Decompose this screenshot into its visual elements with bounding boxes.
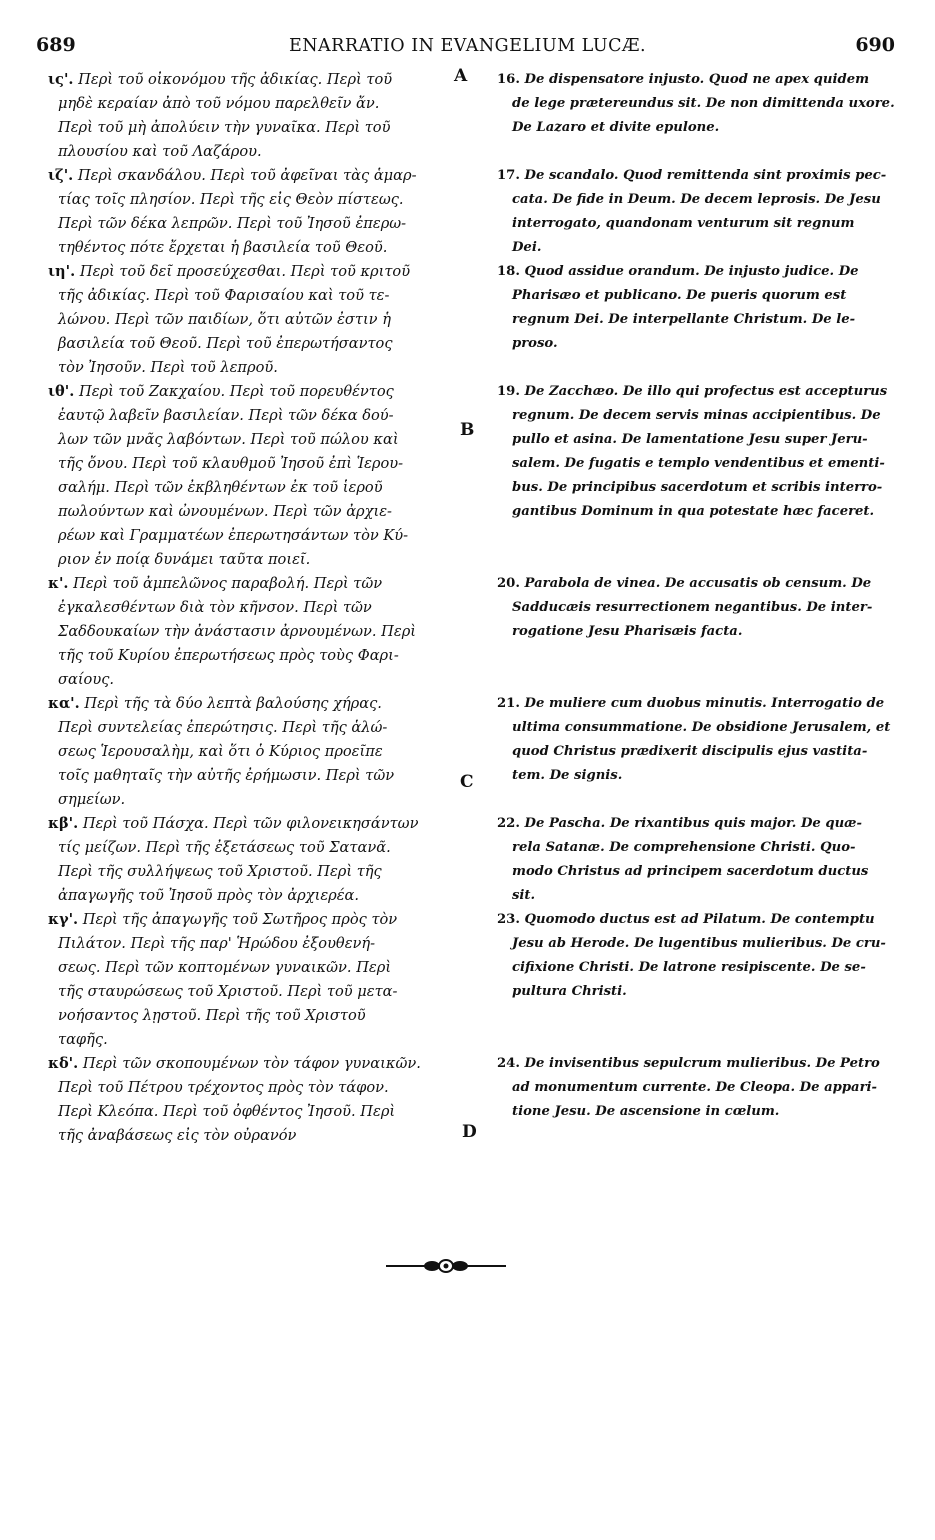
latin-line: bus. De principibus sacerdotum et scribis interro- xyxy=(512,480,883,495)
latin-line: De Lazaro et divite epulone. xyxy=(512,120,720,135)
latin-line: interrogato, quandonam venturum sit regnum xyxy=(512,216,855,231)
latin-line: pullo et asina. De lamentatione Jesu super Jeru- xyxy=(512,432,868,447)
greek-line: Περὶ συντελείας ἐπερώτησις. Περὶ τῆς ἁλώ- xyxy=(58,719,388,736)
greek-line: σεως Ἱερουσαλὴμ, καὶ ὅτι ὁ Κύριος προεῖπε xyxy=(58,743,383,760)
greek-line: πωλούντων καὶ ὠνουμένων. Περὶ τῶν ἀρχιε- xyxy=(58,503,392,520)
greek-line: τῆς ὄνου. Περὶ τοῦ κλαυθμοῦ Ἰησοῦ ἐπὶ Ἱερου- xyxy=(58,455,404,472)
latin-line: modo Christus ad principem sacerdotum ductus xyxy=(512,864,869,879)
greek-line: τηθέντος πότε ἔρχεται ἡ βασιλεία τοῦ Θεοῦ. xyxy=(58,239,388,256)
latin-line: pultura Christi. xyxy=(512,984,627,999)
greek-line: λώνου. Περὶ τῶν παιδίων, ὅτι αὐτῶν ἐστιν ἡ xyxy=(58,311,391,328)
greek-line: τίς μείζων. Περὶ τῆς ἐξετάσεως τοῦ Σατανᾶ. xyxy=(58,839,391,856)
greek-line: σαλήμ. Περὶ τῶν ἐκβληθέντων ἐκ τοῦ ἱεροῦ xyxy=(58,479,383,496)
greek-line: τὸν Ἰησοῦν. Περὶ τοῦ λεπροῦ. xyxy=(58,359,278,376)
latin-line: 17. De scandalo. Quod remittenda sint proximis pec- xyxy=(497,168,887,183)
latin-line: regnum. De decem servis minas accipientibus. De xyxy=(512,408,881,423)
latin-line: cata. De fide in Deum. De decem leprosis. De Jesu xyxy=(512,192,881,207)
greek-line: τίας τοῖς πλησίον. Περὶ τῆς εἰς Θεὸν πίστεως. xyxy=(58,191,404,208)
greek-line: τοῖς μαθηταῖς τὴν αὐτῆς ἐρήμωσιν. Περὶ τῶν xyxy=(58,767,395,784)
greek-line: τῆς τοῦ Κυρίου ἐπερωτήσεως πρὸς τοὺς Φαρι- xyxy=(58,647,399,664)
page-number-right: 690 xyxy=(855,34,895,56)
greek-line: Περὶ τῆς συλλήψεως τοῦ Χριστοῦ. Περὶ τῆς xyxy=(58,863,382,880)
greek-line: ις'. Περὶ τοῦ οἰκονόμου τῆς ἀδικίας. Περὶ τοῦ xyxy=(48,71,393,88)
greek-line: ἀπαγωγῆς τοῦ Ἰησοῦ πρὸς τὸν ἀρχιερέα. xyxy=(58,887,360,904)
latin-line: proso. xyxy=(512,336,558,351)
greek-line: ριον ἐν ποίᾳ δυνάμει ταῦτα ποιεῖ. xyxy=(58,551,311,568)
greek-line: κγ'. Περὶ τῆς ἀπαγωγῆς τοῦ Σωτῆρος πρὸς τὸν xyxy=(48,911,398,928)
greek-line: τῆς σταυρώσεως τοῦ Χριστοῦ. Περὶ τοῦ μετα- xyxy=(58,983,398,1000)
greek-line: τῆς ἀναβάσεως εἰς τὸν οὐρανόν xyxy=(58,1127,297,1144)
greek-line: ιθ'. Περὶ τοῦ Ζακχαίου. Περὶ τοῦ πορευθέντος xyxy=(48,383,394,400)
latin-line: ultima consummatione. De obsidione Jerusalem, et xyxy=(512,720,891,735)
latin-line: 24. De invisentibus sepulcrum mulieribus. De Petro xyxy=(497,1056,880,1071)
greek-line: Πιλάτον. Περὶ τῆς παρ' Ἡρώδου ἐξουθενή- xyxy=(58,935,376,952)
latin-line: rogatione Jesu Pharisæis facta. xyxy=(512,624,743,639)
greek-line: ιζ'. Περὶ σκανδάλου. Περὶ τοῦ ἀφεῖναι τὰς ἁμαρ- xyxy=(48,167,417,184)
greek-line: ρέων καὶ Γραμματέων ἐπερωτησάντων τὸν Κύ- xyxy=(58,527,409,544)
running-title: ENARRATIO IN EVANGELIUM LUCÆ. xyxy=(288,36,647,56)
page-number-left: 689 xyxy=(36,34,76,56)
latin-line: Dei. xyxy=(512,240,542,255)
latin-line: quod Christus prædixerit discipulis ejus vastita- xyxy=(512,744,868,759)
greek-line: ταφῆς. xyxy=(58,1031,108,1048)
greek-line: ἑαυτῷ λαβεῖν βασιλείαν. Περὶ τῶν δέκα δού- xyxy=(58,407,394,424)
latin-line: Jesu ab Herode. De lugentibus mulieribus. De cru- xyxy=(512,936,886,951)
latin-line: gantibus Dominum in qua potestate hæc faceret. xyxy=(512,504,875,519)
greek-line: Περὶ τῶν δέκα λεπρῶν. Περὶ τοῦ Ἰησοῦ ἐπερω- xyxy=(58,215,407,232)
margin-marker-c: C xyxy=(460,772,474,792)
latin-line: 19. De Zacchæo. De illo qui profectus est accepturus xyxy=(497,384,888,399)
margin-marker-d: D xyxy=(462,1122,477,1142)
latin-line: ad monumentum currente. De Cleopa. De appari- xyxy=(512,1080,878,1095)
greek-line: ἐγκαλεσθέντων διὰ τὸν κῆνσον. Περὶ τῶν xyxy=(58,599,372,616)
greek-line: κβ'. Περὶ τοῦ Πάσχα. Περὶ τῶν φιλονεικησάντων xyxy=(48,815,419,832)
greek-line: Περὶ τοῦ Πέτρου τρέχοντος πρὸς τὸν τάφον. xyxy=(58,1079,389,1096)
greek-line: σεως. Περὶ τῶν κοπτομένων γυναικῶν. Περὶ xyxy=(58,959,392,976)
latin-line: sit. xyxy=(512,888,536,903)
latin-line: 20. Parabola de vinea. De accusatis ob censum. De xyxy=(497,576,872,591)
latin-line: cifixione Christi. De latrone resipiscente. De se- xyxy=(512,960,866,975)
greek-line: νοήσαντος λῃστοῦ. Περὶ τῆς τοῦ Χριστοῦ xyxy=(58,1007,366,1024)
greek-line: κδ'. Περὶ τῶν σκοπουμένων τὸν τάφον γυναικῶν. xyxy=(48,1055,421,1072)
greek-line: μηδὲ κεραίαν ἀπὸ τοῦ νόμου παρελθεῖν ἄν. xyxy=(58,95,380,112)
greek-line: κ'. Περὶ τοῦ ἀμπελῶνος παραβολή. Περὶ τῶν xyxy=(48,575,383,592)
latin-line: Pharisæo et publicano. De pueris quorum est xyxy=(512,288,847,303)
greek-line: πλουσίου καὶ τοῦ Λαζάρου. xyxy=(58,143,262,160)
greek-line: ιη'. Περὶ τοῦ δεῖ προσεύχεσθαι. Περὶ τοῦ κριτοῦ xyxy=(48,263,411,280)
greek-line: σημείων. xyxy=(58,791,126,808)
greek-line: κα'. Περὶ τῆς τὰ δύο λεπτὰ βαλούσης χήρας. xyxy=(48,695,382,712)
greek-line: τῆς ἀδικίας. Περὶ τοῦ Φαρισαίου καὶ τοῦ τε- xyxy=(58,287,390,304)
greek-line: Περὶ Κλεόπα. Περὶ τοῦ ὀφθέντος Ἰησοῦ. Περὶ xyxy=(58,1103,396,1120)
greek-line: βασιλεία τοῦ Θεοῦ. Περὶ τοῦ ἐπερωτήσαντος xyxy=(58,335,393,352)
latin-line: Sadducæis resurrectionem negantibus. De inter- xyxy=(512,600,873,615)
latin-line: 16. De dispensatore injusto. Quod ne apex quidem xyxy=(497,72,870,87)
ornament-divider xyxy=(386,1258,506,1274)
greek-line: Σαδδουκαίων τὴν ἀνάστασιν ἀρνουμένων. Περὶ xyxy=(58,623,417,640)
margin-marker-a: A xyxy=(454,66,468,86)
latin-line: 18. Quod assidue orandum. De injusto judice. De xyxy=(497,264,859,279)
page-header xyxy=(0,34,935,62)
latin-line: regnum Dei. De interpellante Christum. De le- xyxy=(512,312,856,327)
latin-line: 21. De muliere cum duobus minutis. Interrogatio de xyxy=(497,696,885,711)
greek-line: Περὶ τοῦ μὴ ἀπολύειν τὴν γυναῖκα. Περὶ τοῦ xyxy=(58,119,391,136)
latin-line: 23. Quomodo ductus est ad Pilatum. De contemptu xyxy=(497,912,875,927)
latin-line: de lege prætereundus sit. De non dimittenda uxore. xyxy=(512,96,895,111)
latin-line: rela Satanæ. De comprehensione Christi. Quo- xyxy=(512,840,856,855)
margin-marker-b: B xyxy=(460,420,475,440)
greek-line: λων τῶν μνᾶς λαβόντων. Περὶ τοῦ πώλου καὶ xyxy=(58,431,399,448)
latin-line: tione Jesu. De ascensione in cœlum. xyxy=(512,1104,780,1119)
latin-line: tem. De signis. xyxy=(512,768,623,783)
latin-line: salem. De fugatis e templo vendentibus et ementi- xyxy=(512,456,885,471)
latin-line: 22. De Pascha. De rixantibus quis major. De quæ- xyxy=(497,816,862,831)
greek-line: σαίους. xyxy=(58,671,115,688)
